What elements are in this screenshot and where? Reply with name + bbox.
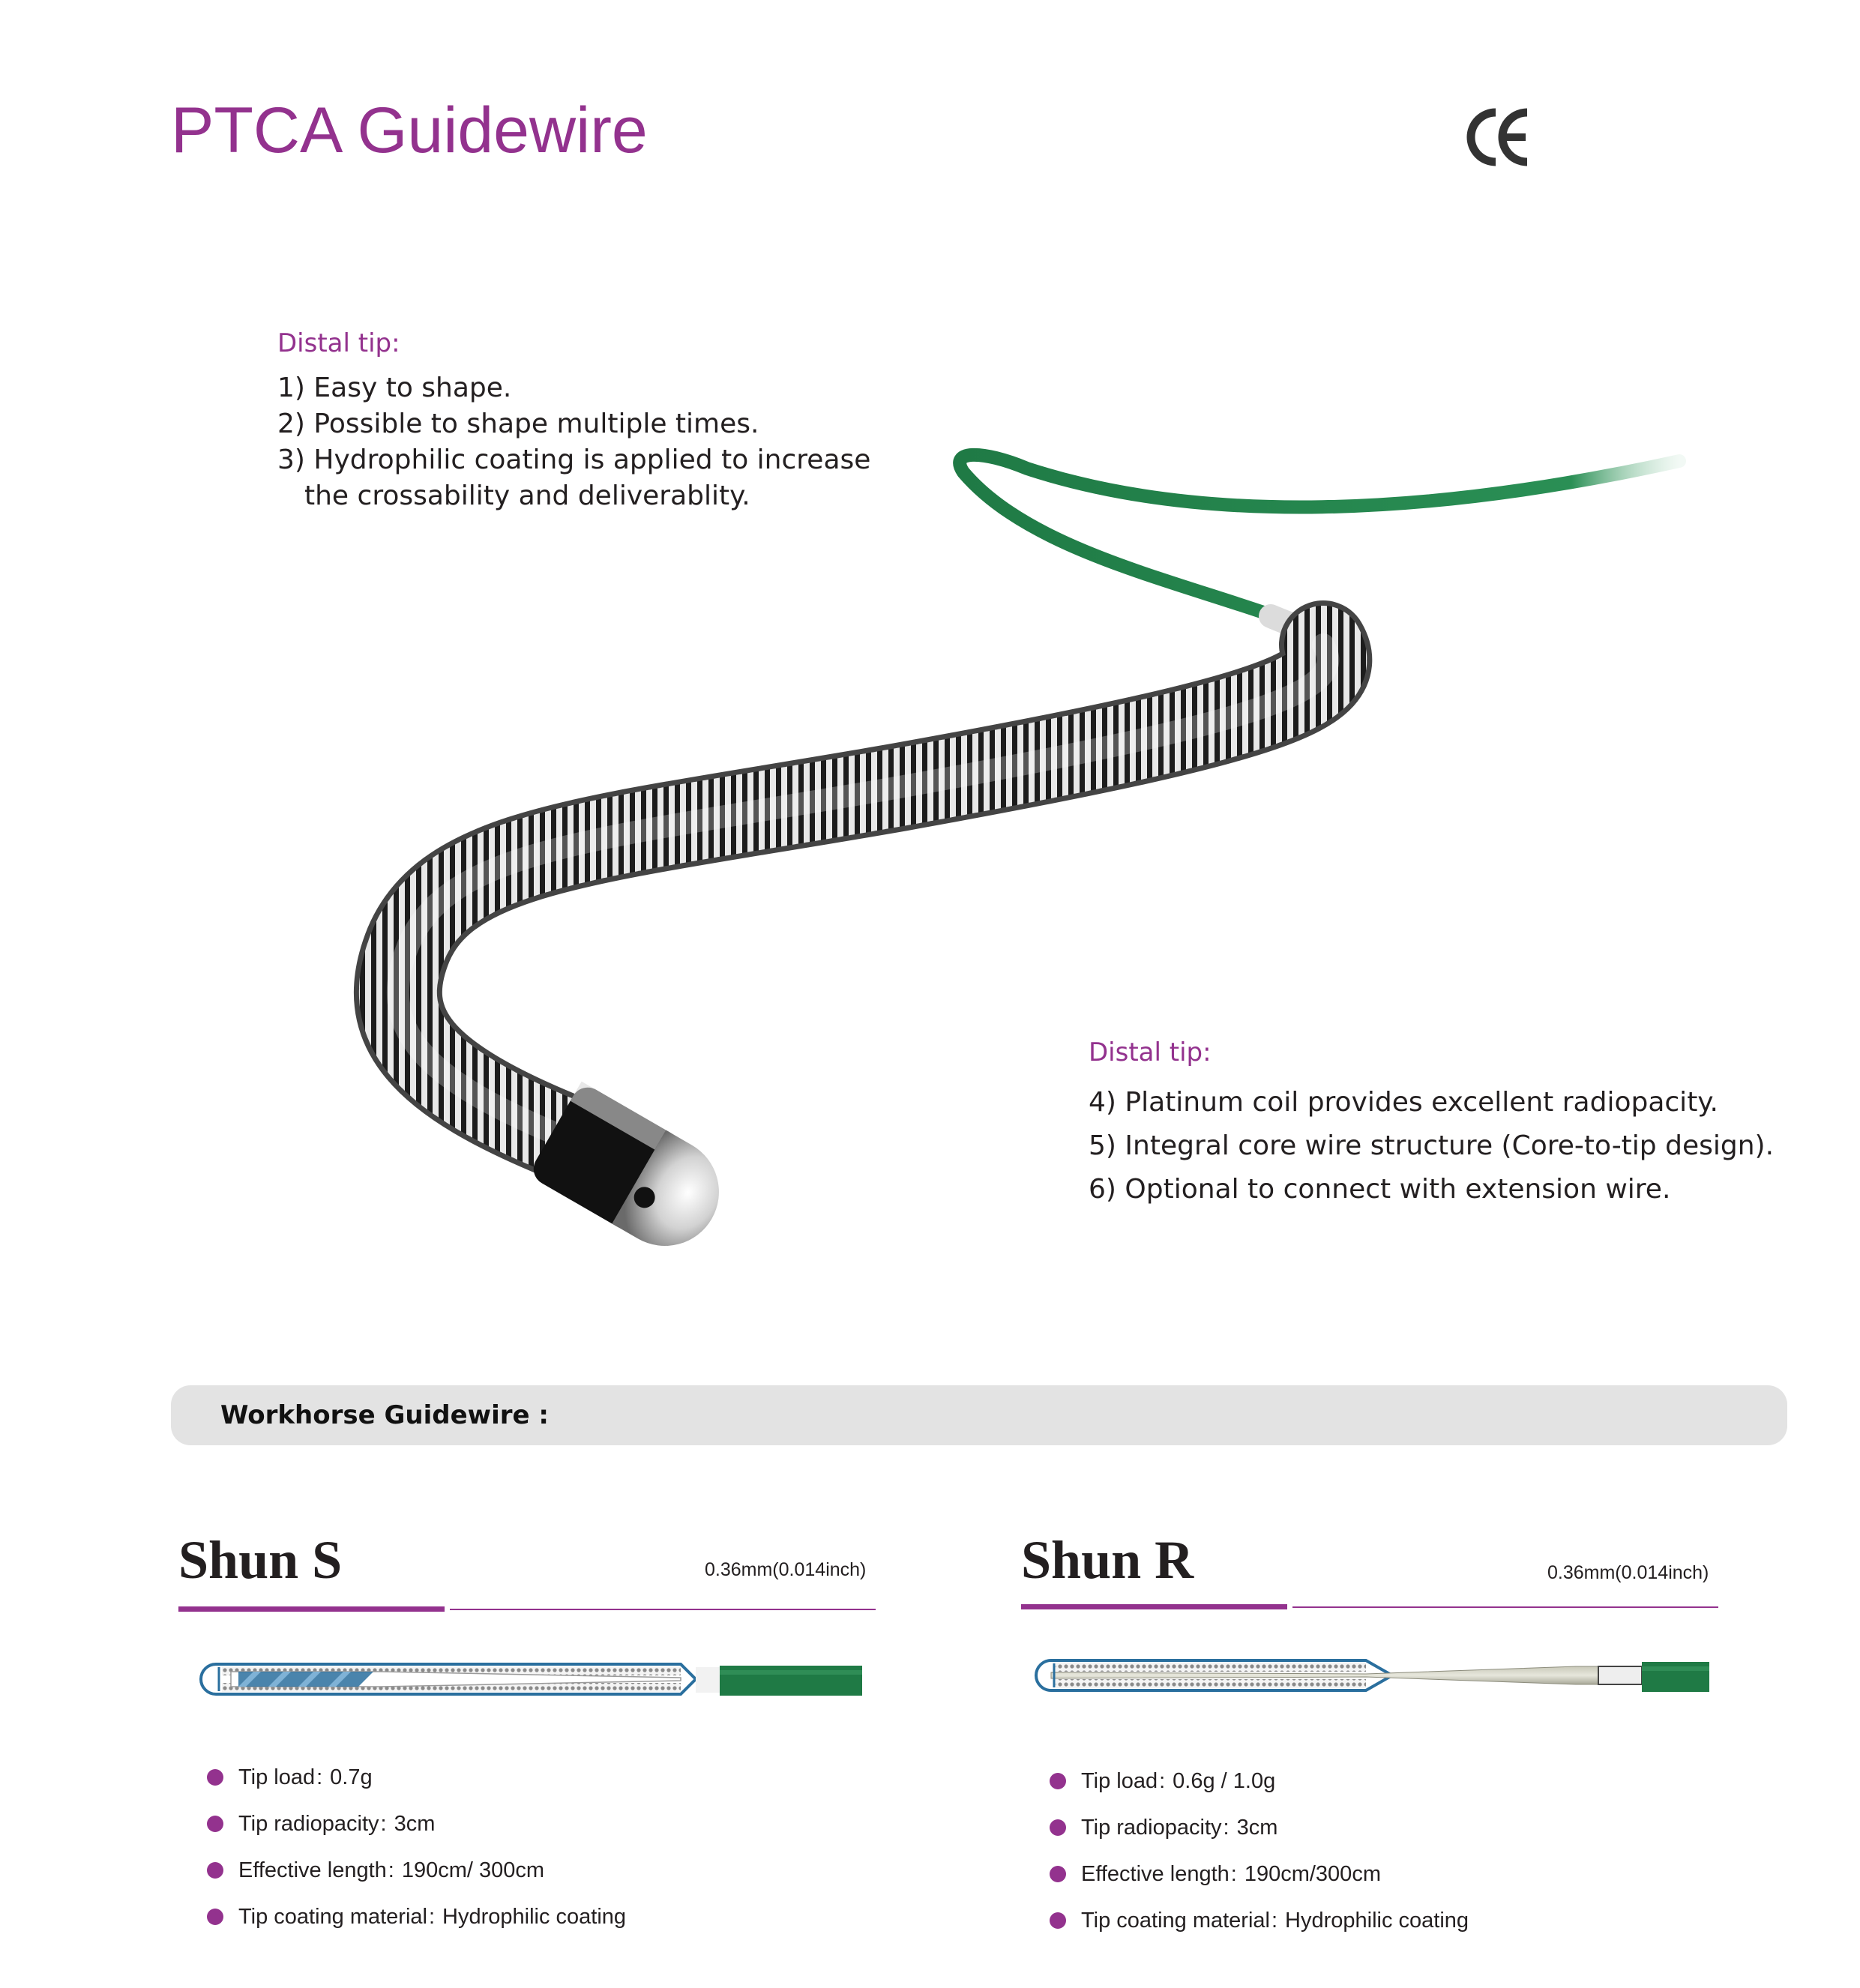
property-row: Tip coating material : Hydrophilic coating — [207, 1894, 626, 1940]
features-bottom-list — [1089, 1081, 1774, 1211]
product-spec: 0.36mm(0.014inch) — [705, 1559, 867, 1580]
bullet-dot — [207, 1769, 223, 1786]
section-banner — [171, 1385, 1787, 1445]
bullet-dot — [1050, 1773, 1066, 1789]
features-bottom — [1089, 1037, 1774, 1211]
section-label: Workhorse Guidewire : — [220, 1400, 549, 1430]
divider-thin — [450, 1609, 876, 1610]
product-shun-r — [1014, 1529, 1726, 1953]
product-properties — [1050, 1758, 1469, 1944]
property-row: Effective length : 190cm/300cm — [1050, 1851, 1469, 1897]
page-title: PTCA Guidewire — [171, 94, 648, 166]
divider-thick — [1021, 1604, 1287, 1609]
wire-tip — [528, 1082, 739, 1266]
features-top-list — [277, 370, 870, 514]
bullet-dot — [1050, 1912, 1066, 1929]
bullet-dot — [1050, 1866, 1066, 1882]
feature-item: 4) Platinum coil provides excellent radiopacity. — [1089, 1087, 1718, 1118]
property-row: Tip coating material : Hydrophilic coating — [1050, 1897, 1469, 1944]
features-top — [277, 328, 870, 514]
divider-thick — [178, 1606, 445, 1612]
features-top-title: Distal tip: — [277, 328, 400, 358]
bullet-dot — [207, 1816, 223, 1832]
product-spec: 0.36mm(0.014inch) — [1547, 1562, 1709, 1583]
property-row: Tip radiopacity : 3cm — [1050, 1804, 1469, 1851]
ce-mark-logo — [1466, 103, 1533, 171]
bullet-dot — [207, 1862, 223, 1879]
product-name: Shun R — [1021, 1530, 1194, 1590]
property-row: Tip radiopacity : 3cm — [207, 1801, 626, 1847]
shun-r-diagram — [1021, 1645, 1718, 1728]
feature-item: 6) Optional to connect with extension wire. — [1089, 1174, 1671, 1205]
divider-thin — [1292, 1606, 1718, 1608]
property-row: Tip load : 0.6g / 1.0g — [1050, 1758, 1469, 1804]
feature-item: 1) Easy to shape. — [277, 373, 512, 403]
bullet-dot — [1050, 1819, 1066, 1836]
property-row: Effective length : 190cm/ 300cm — [207, 1847, 626, 1894]
product-name: Shun S — [178, 1530, 343, 1590]
bullet-dot — [207, 1909, 223, 1925]
feature-item: 5) Integral core wire structure (Core-to-tip design). — [1089, 1130, 1775, 1161]
product-properties — [207, 1754, 626, 1940]
features-bottom-title: Distal tip: — [1089, 1037, 1212, 1067]
shun-s-diagram — [186, 1649, 883, 1732]
wire-transition — [1271, 616, 1323, 645]
property-row: Tip load : 0.7g — [207, 1754, 626, 1801]
wire-green-section — [960, 455, 1679, 616]
product-shun-s — [171, 1529, 883, 1949]
feature-item: 3) Hydrophilic coating is applied to increase the crossability and deliverablity. — [277, 445, 871, 511]
feature-item: 2) Possible to shape multiple times. — [277, 409, 759, 439]
